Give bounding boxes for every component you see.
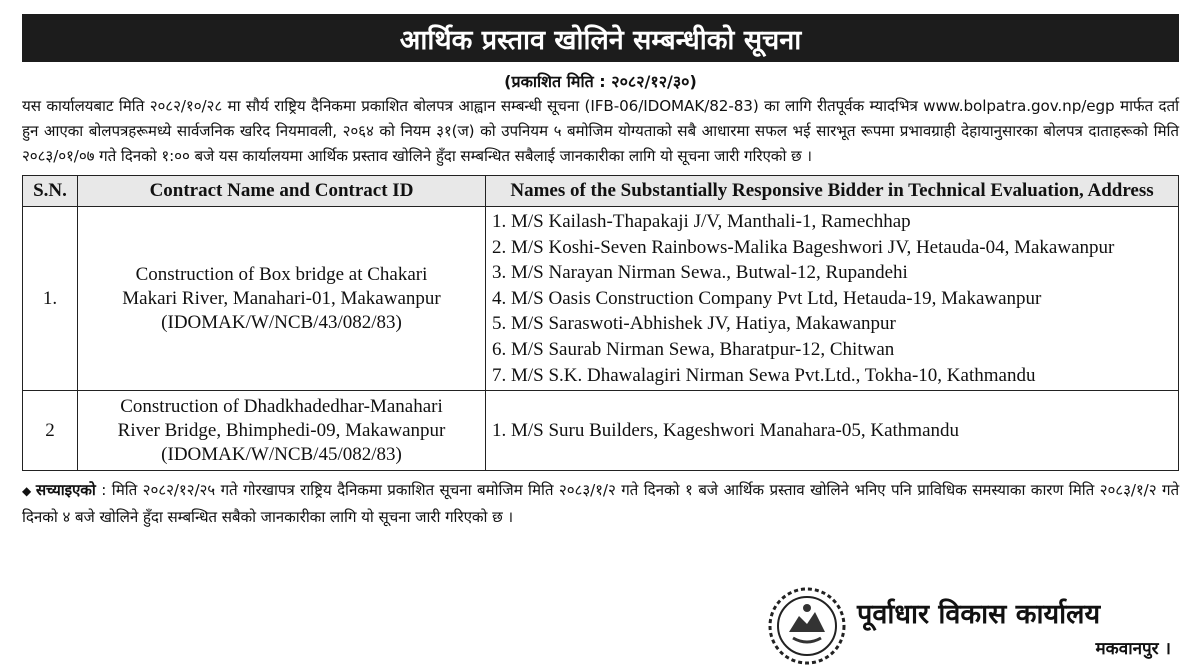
table-header-row <box>23 176 1179 207</box>
bidders-table <box>22 175 1179 471</box>
bidder-item: 2. M/S Koshi-Seven Rainbows-Malika Bageshwori JV, Hetauda-04, Makawanpur <box>492 236 1115 258</box>
correction-text: : मिति २०८२/१२/२५ गते गोरखापत्र राष्ट्रिय दैनिकमा प्रकाशित सूचना बमोजिम मिति २०८३/१/२ गते दिनको १ बजे आर्थिक प्रस्ताव खोलिने भनिए पनि प्राविधिक समस्याका कारण मिति २०८३/१/२ गते दिनको ४ बजे खोलिने हुँदा सम्बन्धित सबैको जानकारीका लागि यो सूचना जारी गरिएको छ । <box>22 481 1179 527</box>
bidder-item: 1. M/S Suru Builders, Kageshwori Manahara-05, Kathmandu <box>492 419 960 441</box>
diamond-bullet-icon: ◆ <box>22 484 32 499</box>
bidder-item: 5. M/S Saraswoti-Abhishek JV, Hatiya, Makawanpur <box>492 313 896 335</box>
row-sn: 2 <box>23 391 78 471</box>
contract-line: (IDOMAK/W/NCB/43/082/83) <box>161 311 402 333</box>
office-name: पूर्वाधार विकास कार्यालय <box>857 599 1101 630</box>
office-location: मकवानपुर । <box>1095 639 1171 659</box>
bidder-item: 3. M/S Narayan Nirman Sewa., Butwal-12, Rupandehi <box>492 262 908 284</box>
intro-paragraph: यस कार्यालयबाट मिति २०८२/१०/२८ मा सौर्य राष्ट्रिय दैनिकमा प्रकाशित बोलपत्र आह्वान सम्बन्धी सूचना (IFB-06/IDOMAK/82-83) का लागि रीतपूर्वक म्यादभित्र www.bolpatra.gov.np/egp मार्फत दर्ता हुन आएका बोलपत्रहरूमध्ये सार्वजनिक खरिद नियमावली, २०६४ को नियम ३१(ज) को उपनियम ५ बमोजिम योग्यताको सबै आधारमा सफल भई सारभूत रूपमा प्रभावग्राही देहायानुसारका बोलपत्र दाताहरूको मिति २०८३/०१/०७ गते दिनको १:०० बजे यस कार्यालयमा आर्थिक प्रस्ताव खोलिने हुँदा सम्बन्धित सबैलाई जानकारीका लागि यो सूचना जारी गरिएको छ । <box>22 97 1179 165</box>
table-row <box>23 207 1179 391</box>
correction-note <box>22 477 1179 530</box>
contract-line: Construction of Dhadkhadedhar-Manahari <box>120 395 443 417</box>
contract-line: Construction of Box bridge at Chakari <box>135 263 428 285</box>
government-seal-icon <box>767 586 847 666</box>
published-date: (प्रकाशित मिति : २०८२/१२/३०) <box>504 72 697 91</box>
header-sn: S.N. <box>23 176 78 207</box>
bidder-item: 4. M/S Oasis Construction Company Pvt Ltd, Hetauda-19, Makawanpur <box>492 287 1042 309</box>
contract-cell <box>78 207 486 391</box>
contract-cell <box>78 391 486 471</box>
contract-line: River Bridge, Bhimphedi-09, Makawanpur <box>117 419 446 441</box>
correction-label: सच्याइएको <box>35 481 96 500</box>
office-signature <box>767 586 1177 666</box>
bidders-cell <box>486 207 1179 391</box>
bidders-cell <box>486 391 1179 471</box>
table-row <box>23 391 1179 471</box>
contract-line: (IDOMAK/W/NCB/45/082/83) <box>161 443 402 465</box>
notice-title: आर्थिक प्रस्ताव खोलिने सम्बन्धीको सूचना <box>22 14 1179 62</box>
bidder-item: 6. M/S Saurab Nirman Sewa, Bharatpur-12, Chitwan <box>492 338 895 360</box>
contract-line: Makari River, Manahari-01, Makawanpur <box>122 287 441 309</box>
row-sn: 1. <box>23 207 78 391</box>
bidder-item: 7. M/S S.K. Dhawalagiri Nirman Sewa Pvt.Ltd., Tokha-10, Kathmandu <box>492 364 1036 386</box>
header-contract: Contract Name and Contract ID <box>78 176 486 207</box>
bidder-item: 1. M/S Kailash-Thapakaji J/V, Manthali-1, Ramechhap <box>492 211 911 232</box>
header-bidders: Names of the Substantially Responsive Bidder in Technical Evaluation, Address <box>486 176 1179 207</box>
